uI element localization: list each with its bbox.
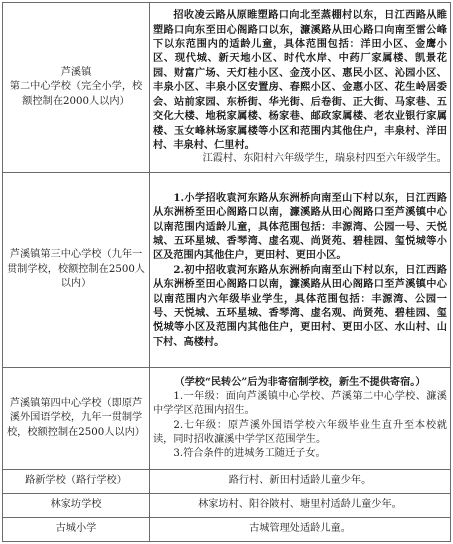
area-text: 路行村、新田村适龄儿童少年。 bbox=[228, 475, 372, 487]
school-name: 古城小学 bbox=[3, 518, 150, 542]
school-name-text: 芦溪镇 第二中心学校（完全小学，校额控制在2000人以内） bbox=[9, 66, 143, 107]
table-row bbox=[3, 173, 451, 368]
school-name: 林家坊学校 bbox=[3, 494, 150, 518]
enrollment-area bbox=[150, 470, 451, 494]
enrollment-area bbox=[150, 494, 451, 518]
enrollment-area bbox=[150, 173, 451, 368]
table-row bbox=[3, 368, 451, 470]
enrollment-area bbox=[150, 368, 451, 470]
enrollment-area bbox=[150, 3, 451, 173]
school-name bbox=[3, 3, 150, 173]
table-row bbox=[3, 494, 451, 518]
table-row bbox=[3, 518, 451, 542]
school-name: 路新学校（路行学校） bbox=[3, 470, 150, 494]
area-text: 3.符合条件的进城务工随迁子女。 bbox=[173, 448, 326, 460]
table-row bbox=[3, 3, 451, 173]
enrollment-area bbox=[150, 518, 451, 542]
area-text: 招收凌云路从原睢塑路口向北至蒸棚村以东，日江西路从睢塑路口向东至田心阁路口以东，濂溪路从田心路口向南至雷公峰下以东范围内的适龄儿童，具体范围包括：洋田小区、金鹰小区、现代城、新天地小区、时代水岸、中药厂家属楼、凯景花园、财富广场、天灯桂小区、金茂小区、惠民小区、沁园小区、丰泉小区、丰泉小区安置房、春熙小区、金惠小区、花生岭居委会、站前家园、东桥街、华光街、后卷街、正大街、马家巷、五交化大楼、地税家属楼、杨家巷、邮政家属楼、老农业银行家属楼、玉女峰林场家属楼等小区和范围内其他住户，丰泉村、洋田村、丰泉村、仁里村。 bbox=[153, 9, 447, 151]
area-text: 江霞村、东阳村六年级学生，瑞泉村四至六年级学生。 bbox=[202, 153, 447, 165]
school-zoning-table bbox=[2, 2, 451, 542]
area-text: 1.一年级：面向芦溪镇中心学校、芦溪第二中心学校、濂溪中学学区范围内招生。 bbox=[153, 390, 447, 417]
area-text: 2.七年级：原芦溪外国语学校六年级毕业生直升至本校就读，同时招收濂溪中学学区范围学生。 bbox=[153, 419, 447, 445]
area-text: 林家坊村、阳谷陂村、塘里村适龄儿童少年。 bbox=[198, 499, 402, 511]
school-name: 芦溪镇第三中心学校（九年一贯制学校，校额控制在2500人以内） bbox=[3, 173, 150, 368]
table-row bbox=[3, 470, 451, 494]
area-text: 2.初中招收袁河东路从东洲桥向南至山下村以东，日江西路从东洲桥至田心阁路口以南，濂溪路从田心阁路口至芦溪镇中心以南范围内六年级毕业学生，具体范围包括：丰源湾、公园一号、天悦城、五环星城、香琴湾、虚名观、尚贤苑、碧桂园、玺悦城等小区及范围内其他住户，更田村、更田小区、水山村、山下村、高楼村。 bbox=[153, 263, 447, 348]
area-text: 古城管理处适龄儿童。 bbox=[249, 523, 351, 535]
area-text: 1.小学招收袁河东路从东洲桥向南至山下村以东，日江西路从东洲桥至田心阁路口以南，濂溪路从田心阁路口至芦溪镇中心以南范围内适龄儿童，具体范围包括：丰源湾、公园一号、天悦城、五环星城、香琴湾、虚名观、尚贤苑、碧桂园、玺悦城等小区及范围内其他住户，更田村、更田小区。 bbox=[153, 191, 447, 262]
school-name: 芦溪镇第四中心学校（即原芦溪外国语学校，九年一贯制学校，校额控制在2500人以内） bbox=[3, 368, 150, 470]
area-text: （学校“民转公”后为非寄宿制学校，新生不提供寄宿。） bbox=[174, 376, 426, 389]
